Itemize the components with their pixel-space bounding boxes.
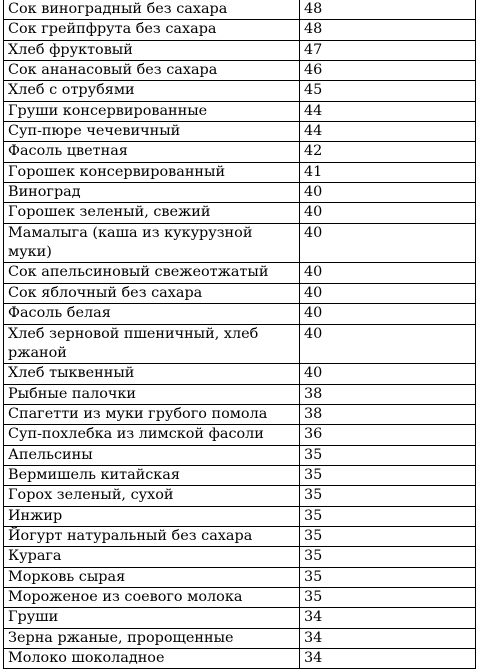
glycemic-index-cell: 40: [300, 263, 476, 283]
glycemic-index-cell: 35: [300, 465, 476, 485]
food-name-cell: Инжир: [4, 506, 300, 526]
glycemic-index-cell: 41: [300, 162, 476, 182]
glycemic-index-cell: 34: [300, 649, 476, 669]
glycemic-index-cell: 35: [300, 547, 476, 567]
table-row: [4, 142, 476, 162]
table-row: [4, 122, 476, 142]
table-row: [4, 628, 476, 648]
table-row: [4, 304, 476, 324]
food-name-cell: Морковь сырая: [4, 567, 300, 587]
glycemic-index-cell: 48: [300, 20, 476, 40]
food-name-cell: Зерна ржаные, пророщенные: [4, 628, 300, 648]
glycemic-index-cell: 40: [300, 364, 476, 384]
table-row: [4, 364, 476, 384]
table-body: [4, 0, 476, 669]
glycemic-index-cell: 36: [300, 425, 476, 445]
food-name-cell: Мороженое из соевого молока: [4, 587, 300, 607]
food-name-cell: Горох зеленый, сухой: [4, 486, 300, 506]
food-name-cell: Вермишель китайская: [4, 465, 300, 485]
table-row: [4, 0, 476, 20]
food-name-cell: Молоко шоколадное: [4, 649, 300, 669]
food-name-cell: Груши консервированные: [4, 101, 300, 121]
glycemic-index-cell: 38: [300, 404, 476, 424]
glycemic-index-cell: 34: [300, 628, 476, 648]
table-row: [4, 81, 476, 101]
table-row: [4, 465, 476, 485]
glycemic-index-cell: 40: [300, 283, 476, 303]
food-name-cell: Фасоль цветная: [4, 142, 300, 162]
glycemic-index-cell: 35: [300, 506, 476, 526]
table-row: [4, 183, 476, 203]
food-name-cell: Суп-похлебка из лимской фасоли: [4, 425, 300, 445]
table-row: [4, 101, 476, 121]
table-row: [4, 486, 476, 506]
table-row: [4, 324, 476, 364]
food-name-cell: Виноград: [4, 183, 300, 203]
food-name-cell: Хлеб с отрубями: [4, 81, 300, 101]
food-name-cell: Сок яблочный без сахара: [4, 283, 300, 303]
glycemic-index-cell: 40: [300, 304, 476, 324]
glycemic-index-cell: 40: [300, 203, 476, 223]
food-name-cell: Горошек зеленый, свежий: [4, 203, 300, 223]
table-row: [4, 425, 476, 445]
glycemic-index-cell: 35: [300, 486, 476, 506]
food-name-cell: Сок грейпфрута без сахара: [4, 20, 300, 40]
food-name-cell: Апельсины: [4, 445, 300, 465]
glycemic-index-cell: 46: [300, 61, 476, 81]
glycemic-index-cell: 42: [300, 142, 476, 162]
food-name-cell: Сок апельсиновый свежеотжатый: [4, 263, 300, 283]
glycemic-index-cell: 45: [300, 81, 476, 101]
food-name-cell: Курага: [4, 547, 300, 567]
glycemic-index-cell: 35: [300, 587, 476, 607]
food-name-cell: Хлеб фруктовый: [4, 40, 300, 60]
glycemic-index-cell: 35: [300, 526, 476, 546]
glycemic-index-cell: 44: [300, 122, 476, 142]
food-name-cell: Мамалыга (каша из кукурузной муки): [4, 223, 300, 263]
glycemic-index-cell: 38: [300, 384, 476, 404]
table-row: [4, 263, 476, 283]
food-name-cell: Сок виноградный без сахара: [4, 0, 300, 20]
table-row: [4, 608, 476, 628]
glycemic-index-cell: 35: [300, 445, 476, 465]
food-name-cell: Йогурт натуральный без сахара: [4, 526, 300, 546]
table-row: [4, 404, 476, 424]
table-row: [4, 162, 476, 182]
table-row: [4, 283, 476, 303]
table-row: [4, 223, 476, 263]
table-row: [4, 587, 476, 607]
glycemic-index-cell: 35: [300, 567, 476, 587]
table-row: [4, 61, 476, 81]
table-row: [4, 506, 476, 526]
table-row: [4, 203, 476, 223]
table-row: [4, 567, 476, 587]
food-name-cell: Сок ананасовый без сахара: [4, 61, 300, 81]
food-name-cell: Суп-пюре чечевичный: [4, 122, 300, 142]
table-row: [4, 20, 476, 40]
table-row: [4, 547, 476, 567]
glycemic-index-cell: 44: [300, 101, 476, 121]
food-name-cell: Хлеб тыквенный: [4, 364, 300, 384]
glycemic-index-table: [3, 0, 476, 669]
glycemic-index-cell: 48: [300, 0, 476, 20]
table-row: [4, 649, 476, 669]
food-name-cell: Спагетти из муки грубого помола: [4, 404, 300, 424]
table-row: [4, 40, 476, 60]
glycemic-index-cell: 40: [300, 223, 476, 263]
glycemic-index-cell: 47: [300, 40, 476, 60]
glycemic-index-cell: 40: [300, 183, 476, 203]
food-name-cell: Хлеб зерновой пшеничный, хлеб ржаной: [4, 324, 300, 364]
food-name-cell: Груши: [4, 608, 300, 628]
glycemic-index-cell: 34: [300, 608, 476, 628]
table-row: [4, 384, 476, 404]
glycemic-index-cell: 40: [300, 324, 476, 364]
food-name-cell: Горошек консервированный: [4, 162, 300, 182]
food-name-cell: Рыбные палочки: [4, 384, 300, 404]
table-row: [4, 526, 476, 546]
table-row: [4, 445, 476, 465]
food-name-cell: Фасоль белая: [4, 304, 300, 324]
